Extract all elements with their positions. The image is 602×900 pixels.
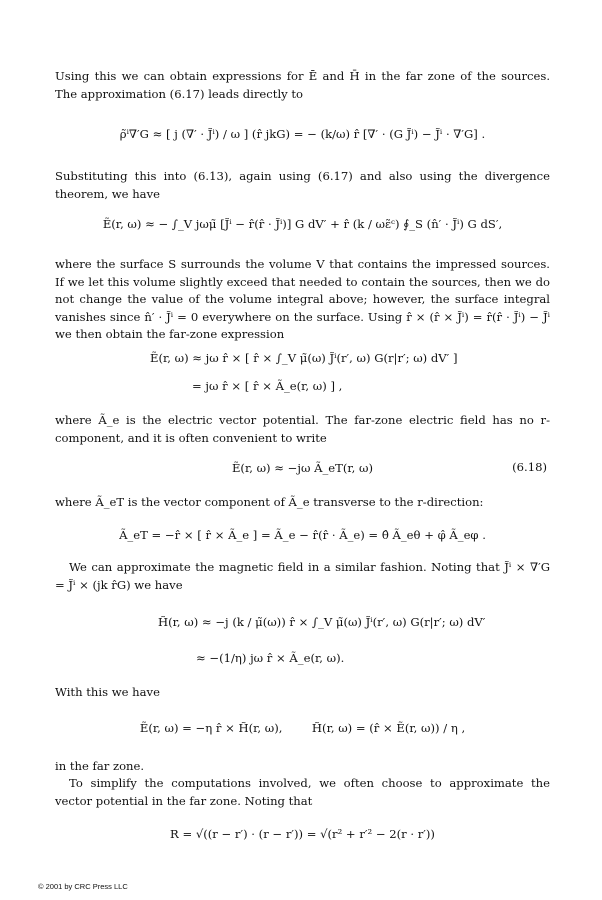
copyright-footer: © 2001 by CRC Press LLC [38, 882, 128, 891]
equation-number: (6.18) [512, 460, 547, 474]
paragraph-5: where Ã_eT is the vector component of Ã_e transverse to the r-direction: [55, 495, 484, 509]
paragraph-4: where Ã_e is the electric vector potential. The far-zone electric field has no r-component, and it is often convenient to write [55, 413, 550, 445]
equation-3a: Ẽ(r, ω) ≈ jω r̂ × [ r̂ × ∫_V μ̃(ω) J̃ⁱ(r′, ω) G(r|r′; ω) dV′ ] [150, 351, 458, 365]
paragraph-3: where the surface S surrounds the volume V that contains the impressed sources. If we let this volume slightly exceed that needed to contain the sources, then we do not change the value of the volume integral above; however, the surface integral vanishes since n̂′ · J̃ⁱ = 0 everywhere on the surface. Using r̂ × (r̂ × J̃ⁱ) = r̂(r̂ · J̃ⁱ) − J̃ⁱ we then obtain the far-zone expression [55, 257, 550, 341]
paragraph-6: We can approximate the magnetic field in a similar fashion. Noting that J̃ⁱ × ∇′G = J̃ⁱ × (jk r̂G) we have [55, 560, 550, 592]
equation-7: Ẽ(r, ω) = −η r̂ × H̃(r, ω), H̃(r, ω) = (r̂ × Ẽ(r, ω)) / η , [139, 721, 466, 735]
equation-4: Ẽ(r, ω) ≈ −jω Ã_eT(r, ω) [231, 461, 374, 475]
equation-6a: H̃(r, ω) ≈ −j (k / μ̃(ω)) r̂ × ∫_V μ̃(ω) J̃ⁱ(r′, ω) G(r|r′; ω) dV′ [158, 615, 486, 629]
paragraph-9: To simplify the computations involved, we often choose to approximate the vector potential in the far zone. Noting that [55, 776, 550, 808]
paragraph-8: in the far zone. [55, 759, 145, 773]
equation-2: Ẽ(r, ω) ≈ − ∫_V jωμ̃ [J̃ⁱ − r̂(r̂ · J̃ⁱ)] G dV′ + r̂ (k / ωε̃ᶜ) ∮_S (n̂′ · J̃ⁱ) G dS′, [102, 217, 503, 231]
paragraph-1: Using this we can obtain expressions for Ē and H̄ in the far zone of the sources. The approximation (6.17) leads directly to [55, 69, 550, 101]
paragraph-2: Substituting this into (6.13), again using (6.17) and also using the divergence theorem, we have [55, 169, 550, 201]
equation-6b: ≈ −(1/η) jω r̂ × Ã_e(r, ω). [196, 651, 345, 665]
equation-3b: = jω r̂ × [ r̂ × Ã_e(r, ω) ] , [192, 379, 343, 393]
equation-8: R = √((r − r′) · (r − r′)) = √(r² + r′² − 2(r · r′)) [170, 827, 435, 841]
equation-5: Ã_eT = −r̂ × [ r̂ × Ã_e ] = Ã_e − r̂(r̂ · Ã_e) = θ̂ Ã_eθ + φ̂ Ã_eφ . [119, 528, 486, 542]
equation-1: ρ̃ⁱ∇′G ≈ [ j (∇′ · J̃ⁱ) / ω ] (r̂ jkG) = − (k/ω) r̂ [∇′ · (G J̃ⁱ) − J̃ⁱ · ∇′G] . [119, 127, 486, 141]
paragraph-7: With this we have [55, 685, 160, 699]
